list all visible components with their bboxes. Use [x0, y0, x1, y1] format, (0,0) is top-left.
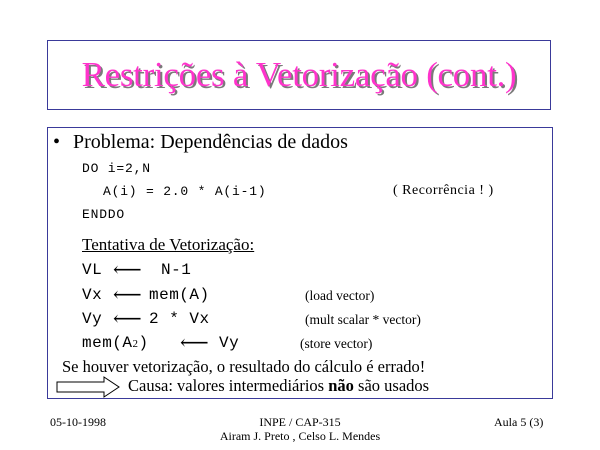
attempt-heading: Tentativa de Vetorização: — [82, 235, 255, 254]
step4-note: (store vector) — [300, 336, 373, 351]
cause-text — [128, 376, 429, 396]
code-line-3: ENDDO — [82, 207, 126, 222]
left-arrow-icon: ⟵ — [113, 284, 142, 306]
slide-title: Restrições à Vetorização (cont.) — [81, 55, 517, 94]
title-box — [47, 40, 551, 110]
step2-note: (load vector) — [305, 288, 375, 303]
left-arrow-icon: ⟵ — [113, 259, 142, 281]
cause-bold: não — [328, 376, 354, 395]
conclusion-text: Se houver vetorização, o resultado do cálculo é errado! — [62, 357, 426, 376]
step4-left-b: ) — [138, 334, 149, 352]
step3-left: Vy — [82, 310, 103, 328]
step4-subscript: 2 — [132, 338, 139, 350]
hollow-right-arrow-icon — [56, 376, 120, 398]
step2-left: Vx — [82, 286, 103, 304]
cause-suffix: são usados — [353, 376, 430, 395]
step2-right: mem(A) — [149, 286, 210, 304]
step4-left-a: mem(A — [82, 334, 133, 352]
step1-left: VL — [82, 261, 103, 279]
code-line-2: A(i) = 2.0 * A(i-1) — [103, 184, 267, 199]
step3-right: 2 * Vx — [149, 310, 210, 328]
footer-authors: Airam J. Preto , Celso L. Mendes — [219, 429, 381, 443]
footer-date: 05-10-1998 — [50, 415, 106, 429]
footer-course: INPE / CAP-315 — [259, 415, 341, 429]
step3-note: (mult scalar * vector) — [305, 312, 421, 327]
bullet-marker: • — [53, 131, 61, 153]
left-arrow-icon: ⟵ — [180, 332, 209, 354]
left-arrow-icon: ⟵ — [113, 308, 142, 330]
step1-right: N-1 — [161, 261, 192, 279]
recurrence-note: ( Recorrência ! ) — [393, 183, 494, 198]
step4-right: Vy — [219, 334, 240, 352]
code-line-1: DO i=2,N — [82, 161, 151, 176]
step4-left — [82, 334, 149, 352]
cause-prefix: Causa: valores intermediários — [128, 376, 329, 395]
problem-heading: Problema: Dependências de dados — [73, 131, 348, 153]
footer-page: Aula 5 (3) — [494, 415, 544, 429]
